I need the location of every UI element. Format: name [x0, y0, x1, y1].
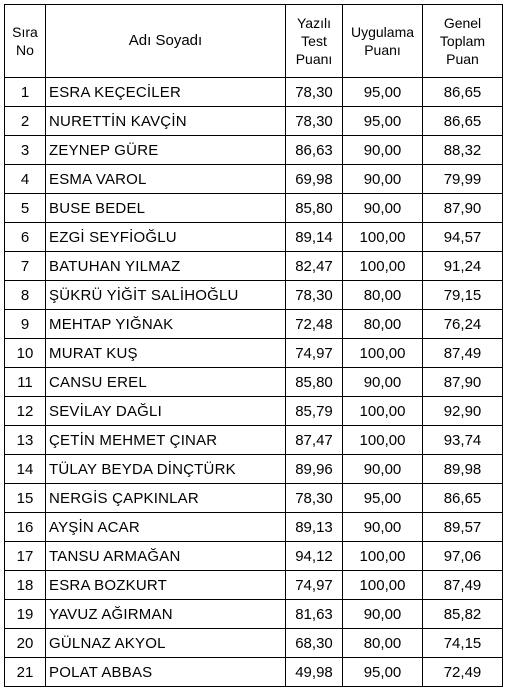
total-score-cell: 72,49 [423, 658, 503, 687]
table-row [5, 194, 503, 223]
student-name-cell: SEVİLAY DAĞLI [46, 397, 286, 426]
table-row [5, 107, 503, 136]
test-score-cell: 94,12 [286, 542, 343, 571]
results-table [4, 4, 503, 687]
student-name-cell: GÜLNAZ AKYOL [46, 629, 286, 658]
student-name-cell: BUSE BEDEL [46, 194, 286, 223]
practice-score-cell: 100,00 [343, 339, 423, 368]
test-score-cell: 86,63 [286, 136, 343, 165]
total-score-cell: 87,90 [423, 194, 503, 223]
student-name-cell: BATUHAN YILMAZ [46, 252, 286, 281]
student-name-cell: YAVUZ AĞIRMAN [46, 600, 286, 629]
table-row [5, 368, 503, 397]
table-row [5, 455, 503, 484]
row-number-cell: 18 [5, 571, 46, 600]
student-name-cell: ESRA BOZKURT [46, 571, 286, 600]
table-body [5, 78, 503, 687]
student-name-cell: AYŞİN ACAR [46, 513, 286, 542]
row-number-cell: 20 [5, 629, 46, 658]
practice-score-cell: 80,00 [343, 629, 423, 658]
practice-score-cell: 90,00 [343, 194, 423, 223]
table-row [5, 339, 503, 368]
test-score-cell: 78,30 [286, 484, 343, 513]
practice-score-cell: 90,00 [343, 165, 423, 194]
student-name-cell: TÜLAY BEYDA DİNÇTÜRK [46, 455, 286, 484]
table-row [5, 658, 503, 687]
row-number-cell: 10 [5, 339, 46, 368]
row-number-cell: 13 [5, 426, 46, 455]
test-score-cell: 89,14 [286, 223, 343, 252]
student-name-cell: CANSU EREL [46, 368, 286, 397]
total-score-cell: 97,06 [423, 542, 503, 571]
student-name-cell: EZGİ SEYFİOĞLU [46, 223, 286, 252]
practice-score-cell: 95,00 [343, 78, 423, 107]
table-row [5, 165, 503, 194]
practice-score-cell: 100,00 [343, 571, 423, 600]
practice-score-cell: 100,00 [343, 252, 423, 281]
table-row [5, 397, 503, 426]
test-score-cell: 87,47 [286, 426, 343, 455]
header-sira-no: Sıra No [5, 5, 46, 78]
total-score-cell: 74,15 [423, 629, 503, 658]
row-number-cell: 4 [5, 165, 46, 194]
practice-score-cell: 80,00 [343, 310, 423, 339]
test-score-cell: 74,97 [286, 339, 343, 368]
student-name-cell: ESMA VAROL [46, 165, 286, 194]
header-uygulama-puani: Uygulama Puanı [343, 5, 423, 78]
total-score-cell: 89,57 [423, 513, 503, 542]
row-number-cell: 2 [5, 107, 46, 136]
practice-score-cell: 100,00 [343, 542, 423, 571]
total-score-cell: 93,74 [423, 426, 503, 455]
student-name-cell: MEHTAP YIĞNAK [46, 310, 286, 339]
total-score-cell: 87,49 [423, 571, 503, 600]
test-score-cell: 68,30 [286, 629, 343, 658]
row-number-cell: 14 [5, 455, 46, 484]
total-score-cell: 94,57 [423, 223, 503, 252]
total-score-cell: 85,82 [423, 600, 503, 629]
table-row [5, 629, 503, 658]
table-row [5, 252, 503, 281]
table-row [5, 136, 503, 165]
table-row [5, 484, 503, 513]
total-score-cell: 87,49 [423, 339, 503, 368]
test-score-cell: 89,96 [286, 455, 343, 484]
table-row [5, 281, 503, 310]
student-name-cell: TANSU ARMAĞAN [46, 542, 286, 571]
row-number-cell: 12 [5, 397, 46, 426]
row-number-cell: 8 [5, 281, 46, 310]
total-score-cell: 89,98 [423, 455, 503, 484]
practice-score-cell: 90,00 [343, 368, 423, 397]
test-score-cell: 85,79 [286, 397, 343, 426]
table-row [5, 513, 503, 542]
practice-score-cell: 100,00 [343, 397, 423, 426]
test-score-cell: 89,13 [286, 513, 343, 542]
total-score-cell: 86,65 [423, 107, 503, 136]
test-score-cell: 78,30 [286, 78, 343, 107]
table-row [5, 571, 503, 600]
practice-score-cell: 95,00 [343, 107, 423, 136]
student-name-cell: ÇETİN MEHMET ÇINAR [46, 426, 286, 455]
row-number-cell: 9 [5, 310, 46, 339]
table-row [5, 542, 503, 571]
practice-score-cell: 80,00 [343, 281, 423, 310]
student-name-cell: NURETTİN KAVÇİN [46, 107, 286, 136]
row-number-cell: 16 [5, 513, 46, 542]
header-adi-soyadi: Adı Soyadı [46, 5, 286, 78]
total-score-cell: 92,90 [423, 397, 503, 426]
practice-score-cell: 90,00 [343, 513, 423, 542]
total-score-cell: 91,24 [423, 252, 503, 281]
test-score-cell: 82,47 [286, 252, 343, 281]
practice-score-cell: 95,00 [343, 658, 423, 687]
test-score-cell: 85,80 [286, 194, 343, 223]
student-name-cell: NERGİS ÇAPKINLAR [46, 484, 286, 513]
table-row [5, 310, 503, 339]
practice-score-cell: 90,00 [343, 600, 423, 629]
table-row [5, 223, 503, 252]
row-number-cell: 1 [5, 78, 46, 107]
total-score-cell: 86,65 [423, 78, 503, 107]
row-number-cell: 3 [5, 136, 46, 165]
total-score-cell: 76,24 [423, 310, 503, 339]
practice-score-cell: 90,00 [343, 455, 423, 484]
row-number-cell: 11 [5, 368, 46, 397]
row-number-cell: 6 [5, 223, 46, 252]
total-score-cell: 88,32 [423, 136, 503, 165]
test-score-cell: 85,80 [286, 368, 343, 397]
test-score-cell: 78,30 [286, 281, 343, 310]
row-number-cell: 19 [5, 600, 46, 629]
student-name-cell: ZEYNEP GÜRE [46, 136, 286, 165]
table-row [5, 78, 503, 107]
student-name-cell: POLAT ABBAS [46, 658, 286, 687]
test-score-cell: 72,48 [286, 310, 343, 339]
table-header [5, 5, 503, 78]
practice-score-cell: 90,00 [343, 136, 423, 165]
total-score-cell: 86,65 [423, 484, 503, 513]
total-score-cell: 87,90 [423, 368, 503, 397]
table-row [5, 426, 503, 455]
table-row [5, 600, 503, 629]
student-name-cell: MURAT KUŞ [46, 339, 286, 368]
row-number-cell: 21 [5, 658, 46, 687]
test-score-cell: 81,63 [286, 600, 343, 629]
row-number-cell: 5 [5, 194, 46, 223]
header-row [5, 5, 503, 78]
test-score-cell: 69,98 [286, 165, 343, 194]
row-number-cell: 17 [5, 542, 46, 571]
practice-score-cell: 100,00 [343, 223, 423, 252]
practice-score-cell: 100,00 [343, 426, 423, 455]
student-name-cell: ŞÜKRÜ YİĞİT SALİHOĞLU [46, 281, 286, 310]
test-score-cell: 49,98 [286, 658, 343, 687]
row-number-cell: 7 [5, 252, 46, 281]
total-score-cell: 79,15 [423, 281, 503, 310]
practice-score-cell: 95,00 [343, 484, 423, 513]
header-yazili-test-puani: Yazılı Test Puanı [286, 5, 343, 78]
student-name-cell: ESRA KEÇECİLER [46, 78, 286, 107]
test-score-cell: 78,30 [286, 107, 343, 136]
test-score-cell: 74,97 [286, 571, 343, 600]
row-number-cell: 15 [5, 484, 46, 513]
total-score-cell: 79,99 [423, 165, 503, 194]
header-genel-toplam-puan: Genel Toplam Puan [423, 5, 503, 78]
